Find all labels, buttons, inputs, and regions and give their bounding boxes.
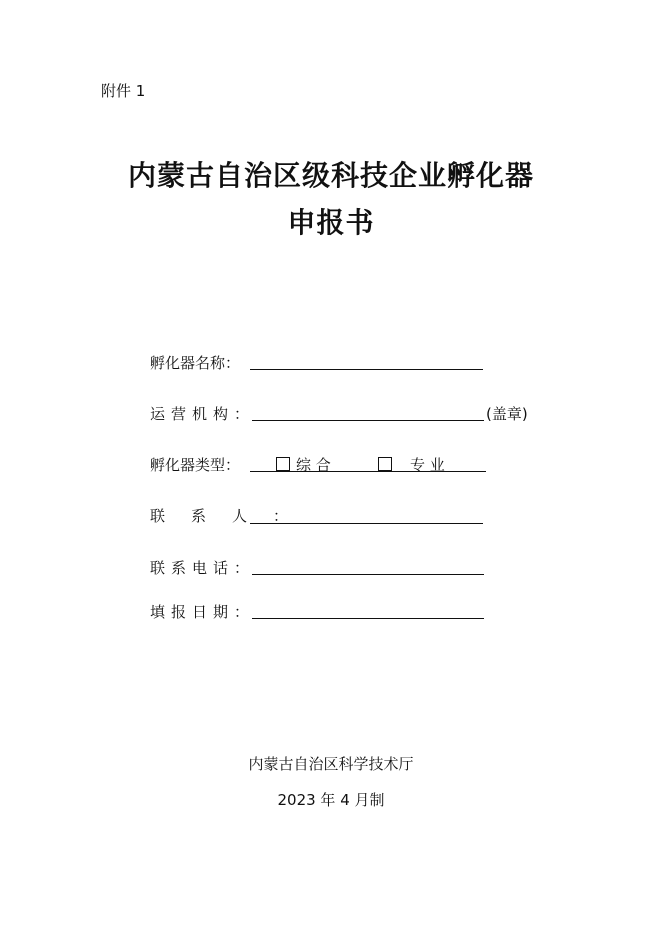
phone-label: 联系电话：: [150, 559, 256, 577]
issue-date: 2023 年 4 月制: [277, 791, 385, 809]
document-subtitle: 申报书: [287, 206, 375, 239]
incubator-type-label: 孵化器类型：: [150, 456, 241, 474]
seal-note: (盖章): [486, 405, 528, 423]
phone-field[interactable]: [252, 574, 484, 575]
type-option-specialized-label: 专 业: [410, 456, 445, 474]
checkbox-specialized[interactable]: [378, 457, 392, 471]
type-option-comprehensive-label: 综 合: [296, 456, 331, 474]
contact-field[interactable]: [250, 523, 483, 524]
checkbox-comprehensive[interactable]: [276, 457, 290, 471]
attachment-label: 附件 1: [101, 82, 146, 100]
incubator-name-field[interactable]: [250, 369, 483, 370]
contact-label: 联系人：: [150, 507, 315, 525]
operator-label: 运营机构：: [150, 405, 256, 423]
type-option-comprehensive[interactable]: [276, 454, 331, 475]
date-label: 填报日期：: [150, 603, 256, 621]
issuing-organization: 内蒙古自治区科学技术厅: [248, 755, 414, 773]
date-field[interactable]: [252, 618, 484, 619]
incubator-name-label: 孵化器名称：: [150, 354, 241, 372]
type-option-specialized[interactable]: [378, 454, 445, 475]
document-title: 内蒙古自治区级科技企业孵化器: [127, 159, 534, 192]
operator-field[interactable]: [252, 420, 484, 421]
